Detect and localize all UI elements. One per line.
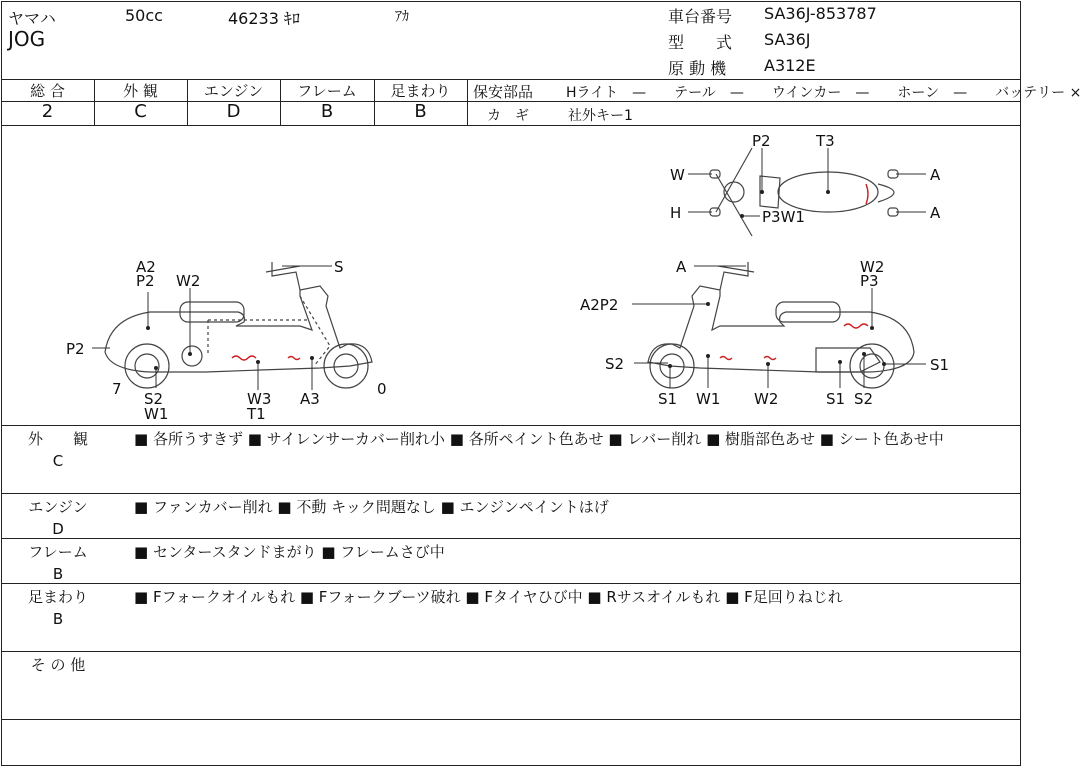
safety-parts-status: Hライト — テール — ウインカー — ホーン — バッテリー × [566, 85, 1081, 101]
diagram-label: 0 [377, 380, 387, 398]
diagram-label: W2 [754, 390, 779, 408]
color-label: ｱｶ [395, 9, 409, 25]
diagram-label: S1 [658, 390, 678, 408]
engine-value: A312E [764, 56, 816, 75]
note-title-exterior: 外 観 [27, 430, 88, 448]
diagram-label: A [930, 204, 941, 222]
diagram-label: W2 [860, 258, 885, 276]
grade-value-overall: 2 [41, 101, 54, 122]
diagram-label: P2 [136, 272, 155, 290]
diagram-label: P3W1 [762, 208, 805, 226]
diagram-label: W1 [696, 390, 721, 408]
note-grade-engine: D [52, 520, 64, 538]
divider [1, 719, 1021, 720]
grade-value-exterior: C [134, 101, 147, 122]
note-text-exterior: ■ 各所うすきず ■ サイレンサーカバー削れ小 ■ 各所ペイント色あせ ■ レバー削れ ■ 樹脂部色あせ ■ シート色あせ中 [134, 430, 944, 448]
divider [1, 651, 1021, 652]
chassis-number: SA36J-853787 [764, 4, 877, 23]
model-name: JOG [8, 27, 46, 51]
diagram-label-group [66, 132, 949, 423]
note-text-frame: ■ センタースタンドまがり ■ フレームさび中 [134, 543, 445, 561]
grade-header-exterior: 外 観 [123, 82, 158, 100]
engine-label: 原 動 機 [668, 59, 727, 78]
note-grade-frame: B [52, 565, 64, 583]
type-value: SA36J [764, 30, 811, 49]
note-title-suspension: 足まわり [27, 588, 88, 606]
divider [1, 493, 1021, 494]
diagram-label: A [676, 258, 687, 276]
note-grade-exterior: C [52, 452, 64, 470]
diagram-label: A [930, 166, 941, 184]
grade-header-overall: 総 合 [30, 82, 65, 100]
diagram-label: P2 [66, 340, 85, 358]
diagram-label: T1 [247, 405, 266, 423]
diagram-label: S1 [826, 390, 846, 408]
note-grade-suspension: B [52, 610, 64, 628]
damage-diagram [0, 126, 1024, 426]
key-value: 社外キー1 [568, 108, 633, 124]
diagram-label: H [670, 204, 682, 222]
grade-header-suspension: 足まわり [390, 82, 451, 100]
diagram-label: A2 [136, 258, 156, 276]
grade-value-frame: B [320, 101, 334, 122]
displacement: 50cc [125, 6, 163, 25]
maker-label: ヤマハ [8, 9, 56, 28]
diagram-label: A3 [300, 390, 320, 408]
diagram-label: T3 [816, 132, 835, 150]
diagram-label: P3 [860, 272, 879, 290]
diagram-label: S2 [854, 390, 874, 408]
note-title-frame: フレーム [28, 543, 88, 561]
diagram-label: S [334, 258, 344, 276]
grade-value-suspension: B [414, 101, 427, 122]
note-text-engine: ■ ファンカバー削れ ■ 不動 キック問題なし ■ エンジンペイントはげ [134, 498, 609, 516]
diagram-label: P2 [752, 132, 771, 150]
diagram-label: W2 [176, 272, 201, 290]
grade-header-frame: フレーム [297, 82, 357, 100]
diagram-label: S2 [144, 390, 164, 408]
note-title-engine: エンジン [28, 498, 88, 516]
divider [1, 583, 1021, 584]
chassis-label: 車台番号 [668, 7, 733, 26]
safety-parts-label: 保安部品 [473, 83, 534, 101]
grade-header-engine: エンジン [203, 82, 264, 100]
diagram-label: 7 [112, 380, 122, 398]
divider [467, 79, 468, 125]
leader-lines [92, 148, 926, 390]
key-label: カ ギ [487, 108, 529, 124]
note-text-suspension: ■ Fフォークオイルもれ ■ Fフォークブーツ破れ ■ Fタイヤひび中 ■ Rサスオイルもれ ■ F足回りねじれ [134, 588, 843, 606]
mileage: 46233 ｷﾛ [228, 9, 300, 28]
grade-value-engine: D [226, 101, 241, 122]
note-title-other: そ の 他 [30, 656, 86, 674]
diagram-label: W1 [144, 405, 169, 423]
diagram-label: S1 [930, 356, 950, 374]
divider [1, 538, 1021, 539]
diagram-label: W [670, 166, 685, 184]
type-label: 型 式 [668, 33, 733, 52]
diagram-label: S2 [605, 355, 625, 373]
diagram-label: W3 [247, 390, 272, 408]
diagram-label: A2P2 [580, 296, 619, 314]
